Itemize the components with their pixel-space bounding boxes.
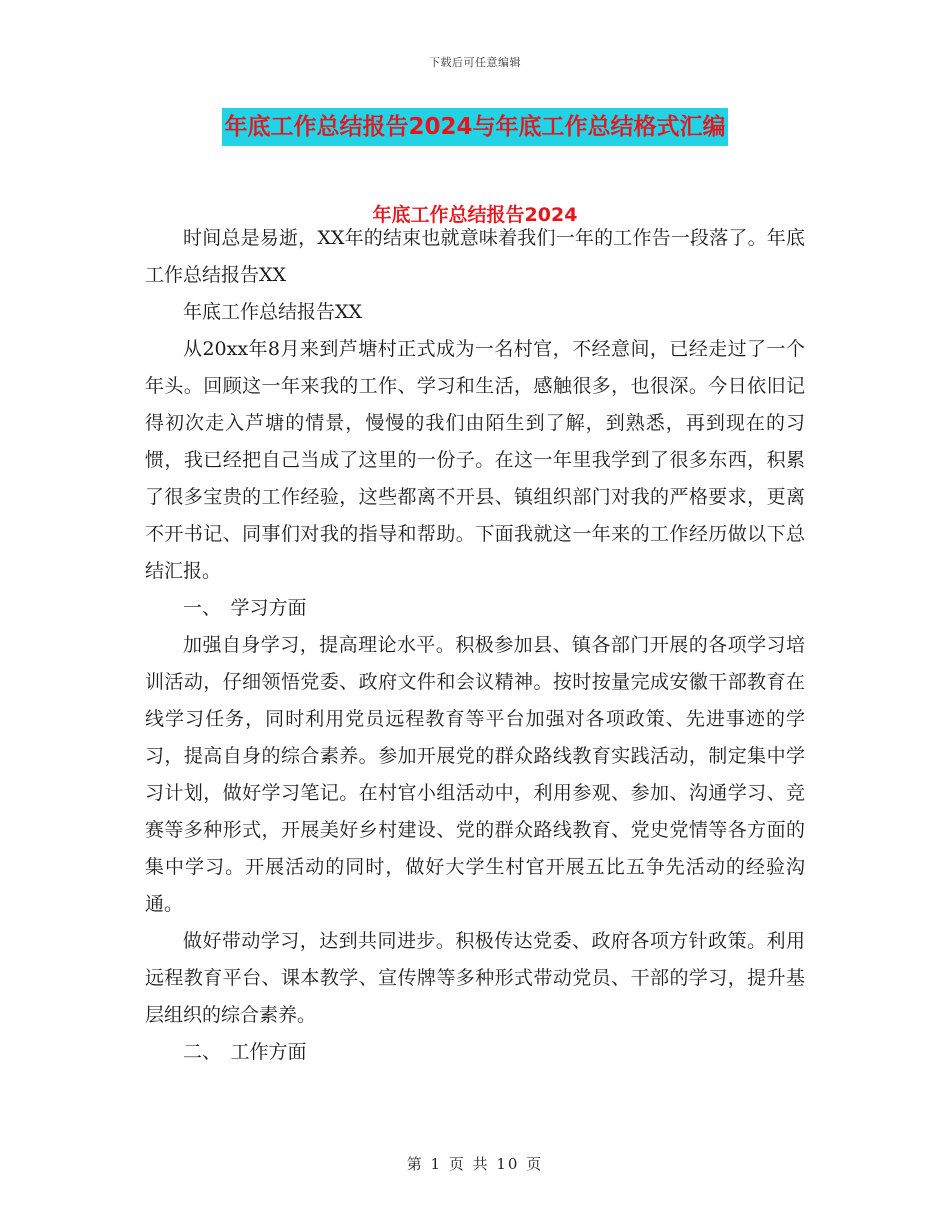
paragraph-heading-repeat: 年底工作总结报告XX — [183, 301, 363, 323]
header-note: 下载后可任意编辑 — [429, 56, 521, 69]
document-title: 年底工作总结报告2024与年底工作总结格式汇编 — [222, 108, 727, 146]
section-title: 年底工作总结报告2024 — [372, 204, 578, 226]
paragraph-intro: 时间总是易逝，XX年的结束也就意味着我们一年的工作告一段落了。年底工作总结报告XX — [145, 227, 805, 286]
paragraph-study-1: 加强自身学习，提高理论水平。积极参加县、镇各部门开展的各项学习培训活动，仔细领悟党委、政府文件和会议精神。按时按量完成安徽干部教育在线学习任务，同时利用党员远程教育等平台加强对各项政策、先进事迹的学习，提高自身的综合素养。参加开展党的群众路线教育实践活动，制定集中学习计划，做好学习笔记。在村官小组活动中，利用参观、参加、沟通学习、竞赛等多种形式，开展美好乡村建设、党的群众路线教育、党史党情等各方面的集中学习。开展活动的同时，做好大学生村官开展五比五争先活动的经验沟通。 — [145, 634, 805, 915]
page-footer: 第 1 页 共 10 页 — [406, 1155, 544, 1173]
paragraph-study-2: 做好带动学习，达到共同进步。积极传达党委、政府各项方针政策。利用远程教育平台、课本教学、宣传牌等多种形式带动党员、干部的学习，提升基层组织的综合素养。 — [145, 930, 805, 1026]
main-title-wrap — [0, 108, 950, 146]
section-heading-work: 二、 工作方面 — [183, 1041, 307, 1063]
paragraph-overview: 从20xx年8月来到芦塘村正式成为一名村官，不经意间，已经走过了一个年头。回顾这一年来我的工作、学习和生活，感触很多，也很深。今日依旧记得初次走入芦塘的情景，慢慢的我们由陌生到了解，到熟悉，再到现在的习惯，我已经把自己当成了这里的一份子。在这一年里我学到了很多东西，积累了很多宝贵的工作经验，这些都离不开县、镇组织部门对我的严格要求，更离不开书记、同事们对我的指导和帮助。下面我就这一年来的工作经历做以下总结汇报。 — [145, 338, 805, 582]
document-body — [145, 220, 805, 1071]
section-heading-study: 一、 学习方面 — [183, 597, 307, 619]
